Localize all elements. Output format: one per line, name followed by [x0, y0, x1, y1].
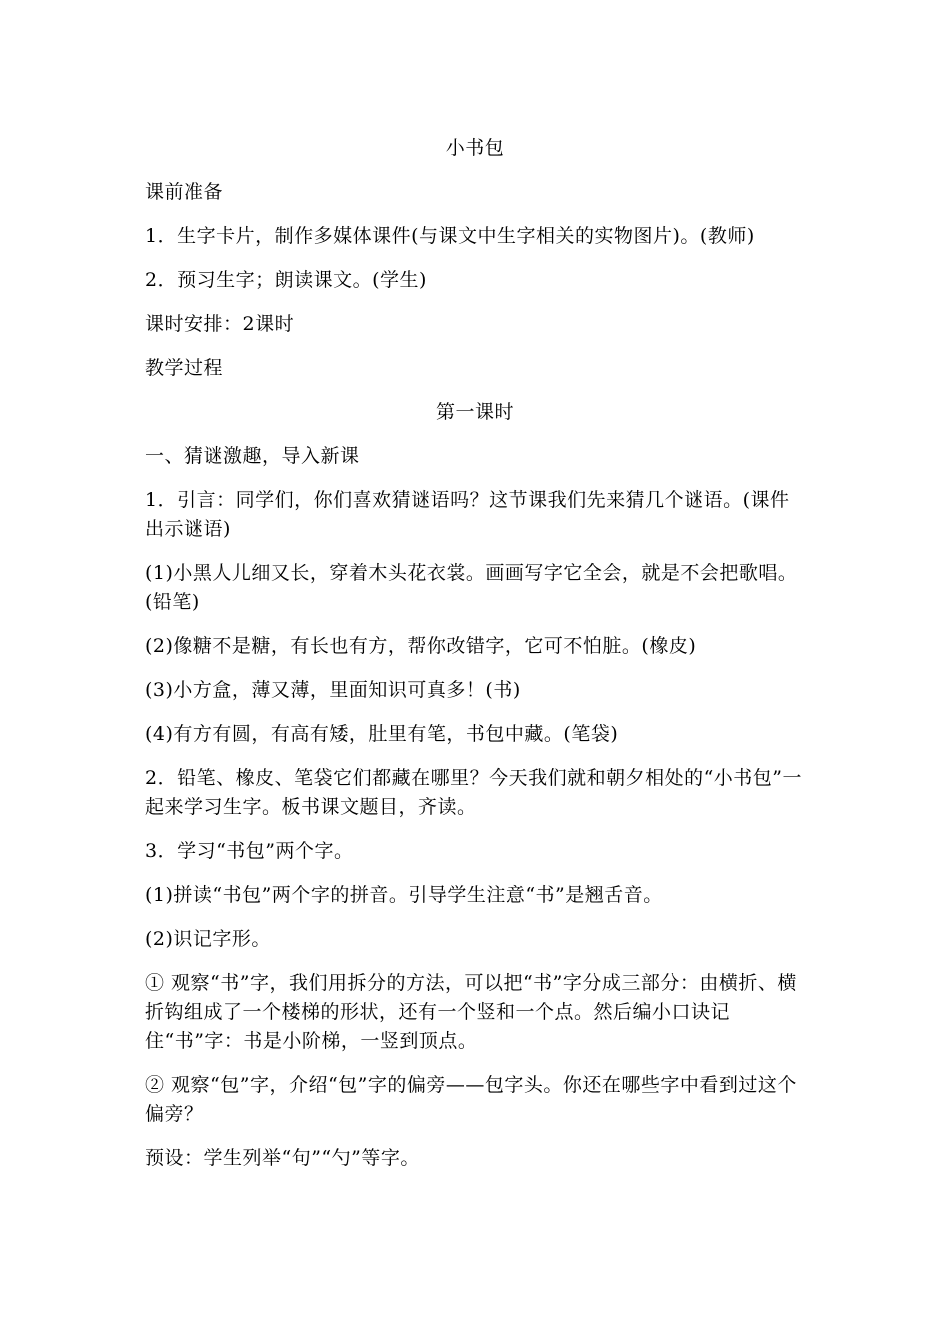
paragraph-pinyin: (1)拼读“书包”两个字的拼音。引导学生注意“书”是翘舌音。	[145, 884, 663, 906]
riddle-4: (4)有方有圆，有高有矮，肚里有笔，书包中藏。(笔袋)	[145, 723, 619, 745]
lesson-heading: 第一课时	[435, 401, 514, 423]
document-title: 小书包	[445, 137, 505, 159]
document-body	[145, 134, 805, 1188]
section-heading-preparation: 课前准备	[145, 181, 224, 203]
paragraph-schedule: 课时安排：2课时	[145, 313, 295, 335]
paragraph-observe-shu: ① 观察“书”字，我们用拆分的方法，可以把“书”字分成三部分：由横折、横折钩组成了一个楼梯的形状，还有一个竖和一个点。然后编小口诀记住“书”字：书是小阶梯，一竖到顶点。	[145, 972, 797, 1052]
riddle-2: (2)像糖不是糖，有长也有方，帮你改错字，它可不怕脏。(橡皮)	[145, 635, 697, 657]
riddle-3: (3)小方盒，薄又薄，里面知识可真多！(书)	[145, 679, 521, 701]
paragraph-preset: 预设：学生列举“句”“勺”等字。	[145, 1147, 420, 1169]
step-heading-1: 一、猜谜激趣，导入新课	[145, 445, 360, 467]
section-heading-process: 教学过程	[145, 357, 224, 379]
paragraph-shape: (2)识记字形。	[145, 928, 271, 950]
paragraph-learn-characters: 3．学习“书包”两个字。	[145, 840, 354, 862]
paragraph-intro: 1．引言：同学们，你们喜欢猜谜语吗？这节课我们先来猜几个谜语。(课件出示谜语)	[145, 489, 790, 540]
riddle-1: (1)小黑人儿细又长，穿着木头花衣裳。画画写字它全会，就是不会把歌唱。(铅笔)	[145, 562, 798, 613]
paragraph-prep-2: 2．预习生字；朗读课文。(学生)	[145, 269, 427, 291]
paragraph-prep-1: 1．生字卡片，制作多媒体课件(与课文中生字相关的实物图片)。(教师)	[145, 225, 755, 247]
paragraph-transition: 2．铅笔、橡皮、笔袋它们都藏在哪里？今天我们就和朝夕相处的“小书包”一起来学习生字。板书课文题目，齐读。	[145, 767, 803, 818]
paragraph-observe-bao: ② 观察“包”字，介绍“包”字的偏旁——包字头。你还在哪些字中看到过这个偏旁？	[145, 1074, 797, 1125]
